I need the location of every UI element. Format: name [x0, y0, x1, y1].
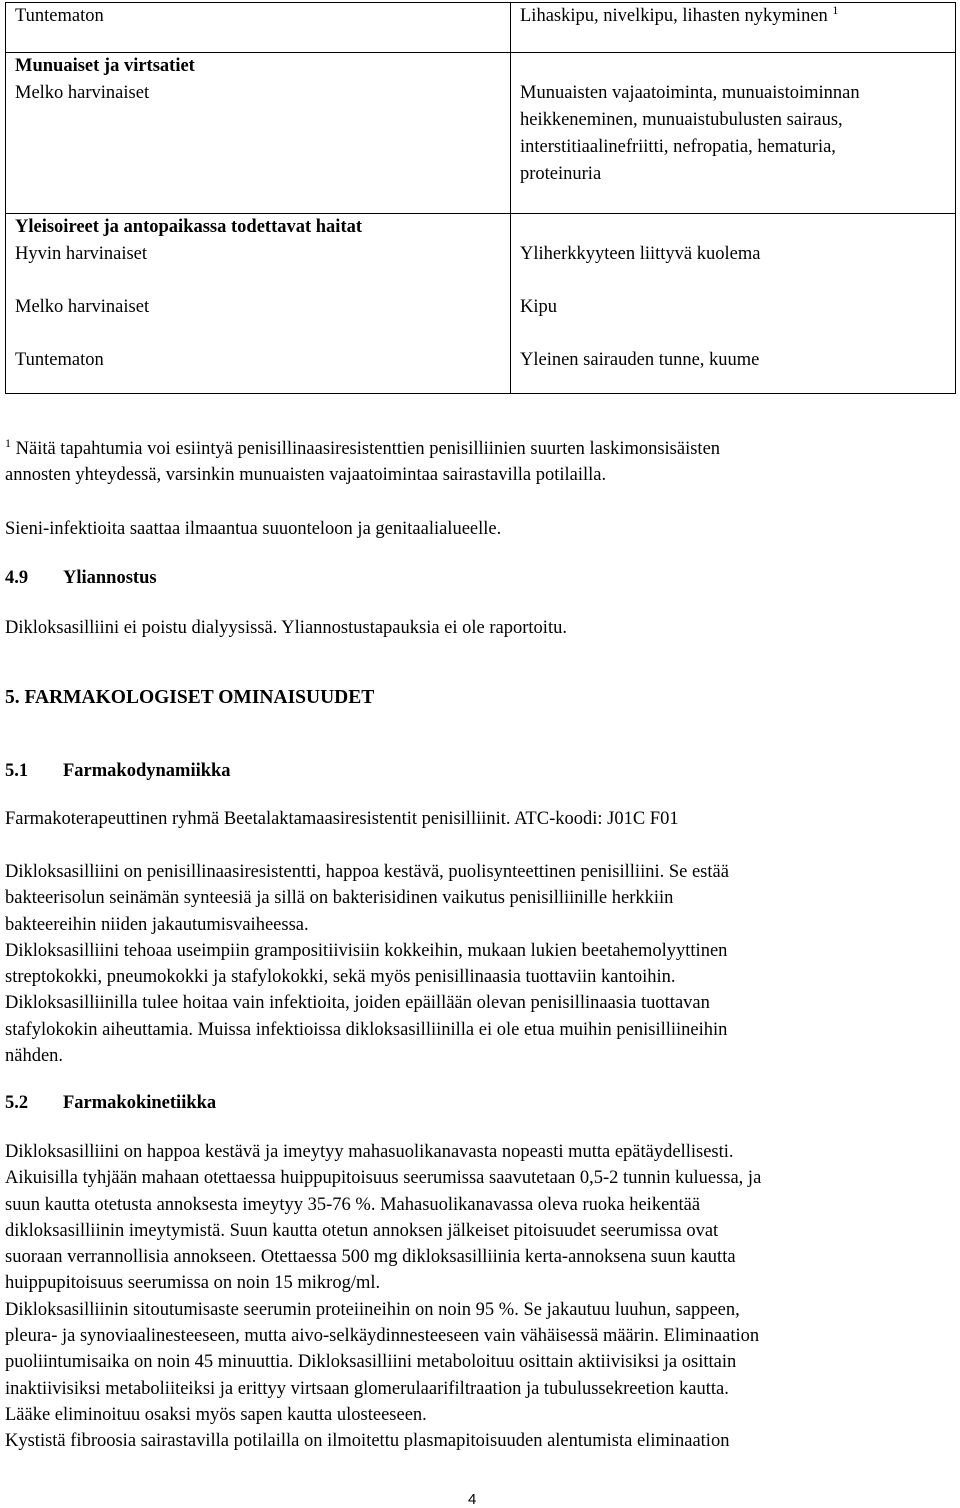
frequency-label: Tuntematon — [15, 6, 104, 26]
paragraph-line: huippupitoisuus seerumissa on noin 15 mikrog/ml. — [5, 1273, 381, 1294]
section-5-1-body — [5, 859, 955, 1069]
paragraph-line: puoliintumisaika on noin 45 minuuttia. Dikloksasilliini metaboloituu osittain aktiivisiksi ja osittain — [5, 1352, 737, 1373]
effect-text: Munuaisten vajaatoiminta, munuaistoiminnan — [520, 83, 860, 103]
paragraph-line: stafylokokin aiheuttamia. Muissa infektioissa dikloksasilliinilla ei ole etua muihin penisilliineihin — [5, 1019, 728, 1040]
table-row — [6, 214, 956, 394]
category-label: Yleisoireet ja antopaikassa todettavat haitat — [15, 217, 363, 237]
paragraph-line: suoraan verrannollisia annokseen. Otettaessa 500 mg dikloksasilliinia kerta-annoksena suun kautta — [5, 1247, 736, 1268]
section-title: Farmakokinetiikka — [63, 1093, 217, 1113]
paragraph-line: Dikloksasilliini on happoa kestävä ja imeytyy mahasuolikanavasta nopeasti mutta epätäydellisesti. — [5, 1142, 734, 1162]
section-title: Farmakodynamiikka — [63, 761, 231, 781]
paragraph-line: streptokokki, pneumokokki ja stafylokokki, sekä myös penisillinaasia tuottaviin kantoihin. — [5, 967, 676, 988]
paragraph-line: bakteerisolun seinämän synteesiä ja sillä on bakterisidinen vaikutus penisilliinille herkkiin — [5, 888, 674, 909]
section-title: Yliannostus — [63, 568, 157, 588]
footnote-line: Näitä tapahtumia voi esiintyä penisillinaasiresistenttien penisilliinien suurten laskimonsisäisten — [15, 439, 721, 459]
paragraph-line: inaktiivisiksi metaboliiteiksi ja erittyy virtsaan glomerulaarifiltraation ja tubulussekreetion kautta. — [5, 1378, 729, 1399]
effect-text: heikkeneminen, munuaistubulusten sairaus, — [520, 110, 843, 130]
section-5-1-heading — [5, 758, 955, 784]
effect-text: Yleinen sairauden tunne, kuume — [520, 350, 760, 370]
effect-text: interstitiaalinefriitti, nefropatia, hematuria, — [520, 137, 836, 157]
frequency-label: Hyvin harvinaiset — [15, 244, 148, 264]
paragraph-line: suun kautta otetusta annoksesta imeytyy 35-76 %. Mahasuolikanavassa oleva ruoka heikentää — [5, 1194, 701, 1215]
section-4-9-heading — [5, 565, 955, 591]
adverse-effects-table — [5, 2, 956, 394]
table-row — [6, 53, 956, 214]
paragraph-line: Lääke eliminoituu osaksi myös sapen kautta ulosteeseen. — [5, 1404, 427, 1425]
section-5-2-heading — [5, 1090, 955, 1116]
frequency-label: Melko harvinaiset — [15, 83, 150, 103]
table-row — [6, 3, 956, 53]
paragraph-line: Dikloksasilliini on penisillinaasiresistentti, happoa kestävä, puolisynteettinen penisilliini. Se estää — [5, 862, 729, 882]
section-4-9-text: Dikloksasilliini ei poistu dialyysissä. Yliannostustapauksia ei ole raportoitu. — [5, 618, 567, 638]
section-number: 5.1 — [5, 761, 29, 781]
frequency-label: Melko harvinaiset — [15, 297, 150, 317]
paragraph-line: Aikuisilla tyhjään mahaan otettaessa huippupitoisuus seerumissa saavutetaan 0,5-2 tunnin kuluessa, ja — [5, 1168, 762, 1189]
pharmacotherapeutic-group: Farmakoterapeuttinen ryhmä Beetalaktamaasiresistentit penisilliinit. ATC-koodi: J01C F01 — [5, 809, 679, 829]
footnote-mark: 1 — [5, 435, 11, 450]
effect-text: proteinuria — [520, 164, 602, 184]
section-5-heading: 5. FARMAKOLOGISET OMINAISUUDET — [5, 687, 375, 708]
page-number: 4 — [468, 1491, 477, 1508]
effect-text: Lihaskipu, nivelkipu, lihasten nykyminen — [520, 6, 828, 26]
section-number: 4.9 — [5, 568, 29, 588]
category-label: Munuaiset ja virtsatiet — [15, 56, 195, 76]
paragraph-line: Dikloksasilliinilla tulee hoitaa vain infektioita, joiden epäillään olevan penisillinaasia tuottavan — [5, 993, 710, 1014]
effect-text: Kipu — [520, 297, 557, 317]
effect-text: Yliherkkyyteen liittyvä kuolema — [520, 244, 761, 264]
paragraph-line: Dikloksasilliini tehoaa useimpiin grampositiivisiin kokkeihin, mukaan lukien beetahemolyyttinen — [5, 940, 728, 961]
paragraph-line: pleura- ja synoviaalinesteeseen, mutta aivo-selkäydinnesteeseen vain vähäisessä määrin. Eliminaation — [5, 1326, 760, 1347]
paragraph-line: bakteereihin niiden jakautumisvaiheessa. — [5, 914, 309, 935]
section-5-2-body — [5, 1139, 955, 1455]
paragraph-line: dikloksasilliinin imeytymistä. Suun kautta otetun annoksen jälkeiset pitoisuudet seerumissa ovat — [5, 1220, 719, 1241]
footnote — [5, 436, 955, 489]
frequency-label: Tuntematon — [15, 350, 104, 370]
footnote-line: annosten yhteydessä, varsinkin munuaisten vajaatoimintaa sairastavilla potilailla. — [5, 465, 607, 486]
section-number: 5.2 — [5, 1093, 29, 1113]
footnote-ref: 1 — [832, 2, 839, 17]
paragraph-line: Kystistä fibroosia sairastavilla potilailla on ilmoitettu plasmapitoisuuden alentumista eliminaation — [5, 1431, 730, 1452]
paragraph-line: Dikloksasilliinin sitoutumisaste seerumin proteiineihin on noin 95 %. Se jakautuu luuhun, sappeen, — [5, 1299, 740, 1320]
fungal-note: Sieni-infektioita saattaa ilmaantua suuonteloon ja genitaalialueelle. — [5, 519, 502, 539]
paragraph-line: nähden. — [5, 1046, 64, 1067]
